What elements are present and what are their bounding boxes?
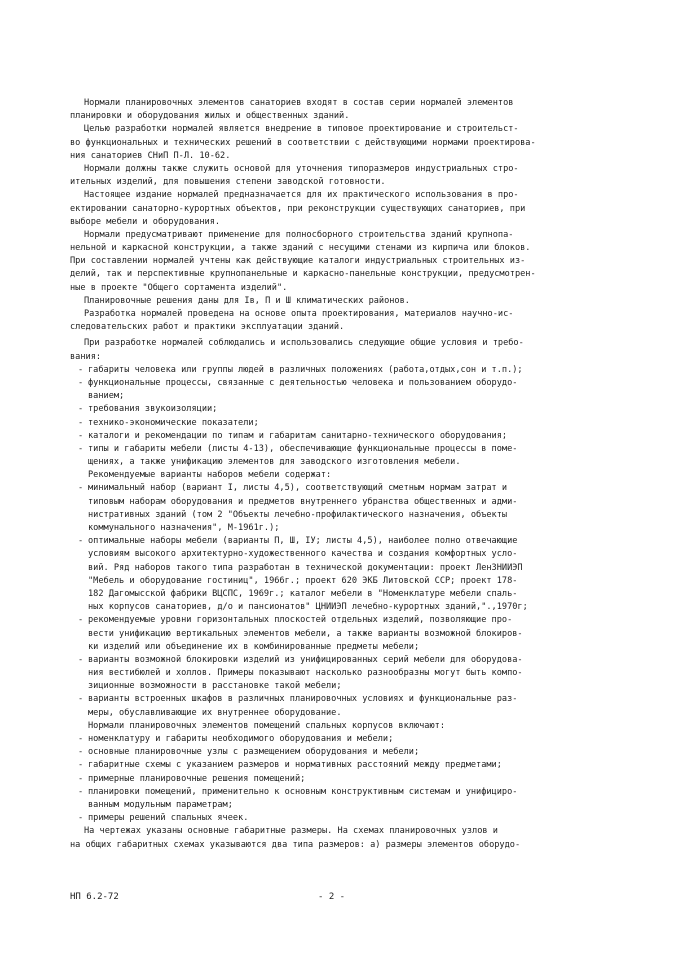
- list-item-line: - оптимальные наборы мебели (варианты П, Ш, IУ; листы 4,5), наиболее полно отвечающие: [70, 535, 650, 548]
- list-item-line: ния вестибюлей и холлов. Примеры показывают насколько разнообразны могут быть компо-: [88, 668, 523, 679]
- list-item-line: щениях, а также унификацию элементов для заводского изготовления мебели.: [88, 457, 461, 468]
- paragraph-line: ные в проекте "Общего сортамента изделий".: [70, 282, 288, 293]
- paragraph-line: во функциональных и технических решений в соответствии с действующими нормами проектирова-: [70, 137, 536, 148]
- paragraph-line: следовательских работ и практики эксплуатации зданий.: [70, 322, 345, 333]
- document-code: НП 6.2-72: [70, 892, 119, 902]
- list-item-line: - минимальный набор (вариант I, листы 4,5), соответствующий сметным нормам затрат и: [70, 482, 650, 495]
- paragraph-line: Планировочные решения даны для Iв, П и Ш климатических районов.: [84, 295, 410, 306]
- list-item-line: ванием;: [88, 391, 125, 402]
- list-item-line: - типы и габариты мебели (листы 4-13), обеспечивающие функциональные процессы в поме-: [70, 443, 650, 456]
- paragraph-line: делий, так и перспективные крупнопанельные и каркасно-панельные конструкции, предусмотрен-: [70, 269, 536, 280]
- paragraph-line: вания:: [70, 351, 102, 362]
- paragraph-line: Настоящее издание нормалей предназначается для их практического использования в про-: [84, 190, 519, 201]
- list-item-line: - каталоги и рекомендации по типам и габаритам санитарно-технического оборудования;: [70, 430, 650, 443]
- list-item-line: условиям высокого архитектурно-художественного качества и создания комфортных усло-: [88, 549, 518, 560]
- list-item-line: 182 Дагомысской фабрики ВЦСПС, 1969г.; каталог мебели в "Номенклатуре мебели спаль-: [88, 588, 518, 599]
- paragraph-line: нельной и каркасной конструкции, а также зданий с несущими стенами из кирпича или блоков.: [70, 243, 531, 254]
- list-item-line: - примеры решений спальных ячеек.: [70, 812, 650, 825]
- list-item-line: - основные планировочные узлы с размещением оборудования и мебели;: [70, 746, 650, 759]
- paragraph-line: ительных изделий, для повышения степени заводской готовности.: [70, 177, 386, 188]
- paragraph-line: планировки и оборудования жилых и общественных зданий.: [70, 111, 350, 122]
- list-item-line: - технико-экономические показатели;: [70, 417, 650, 430]
- list-item-line: - номенклатуру и габариты необходимого оборудования и мебели;: [70, 733, 650, 746]
- paragraph-line: Нормали предусматривают применение для полносборного строительства зданий крупнопа-: [84, 229, 514, 240]
- list-item-line: "Мебель и оборудование гостиниц", 1966г.; проект 620 ЭКБ Литовской ССР; проект 178-: [88, 575, 518, 586]
- paragraph-line: При составлении нормалей учтены как действующие каталоги индустриальных строительных из-: [70, 256, 526, 267]
- paragraph-line: ния санаториев СНиП П-Л. 10-62.: [70, 150, 231, 161]
- list-item-line: вести унификацию вертикальных элементов мебели, а также варианты возможной блокиров-: [88, 628, 523, 639]
- paragraph-line: При разработке нормалей соблюдались и использовались следующие общие условия и требо-: [84, 338, 524, 349]
- list-item-line: коммунального назначения", М-1961г.);: [88, 523, 280, 533]
- paragraph-line: На чертежах указаны основные габаритные размеры. На схемах планировочных узлов и: [84, 826, 498, 837]
- list-item-line: ных корпусов санаториев, д/о и пансионатов" ЦНИИЭП лечебно-курортных зданий,".,1970г;: [88, 602, 528, 613]
- list-item-line: вий. Ряд наборов такого типа разработан в технической документации: проект ЛенЗНИИЭП: [88, 562, 523, 573]
- paragraph-line: Целью разработки нормалей является внедрение в типовое проектирование и строительст-: [84, 124, 519, 135]
- list-item-line: - габариты человека или группы людей в различных положениях (работа,отдых,сон и т.п.);: [70, 364, 650, 377]
- list-item-line: ванным модульным параметрам;: [88, 799, 233, 810]
- paragraph-line: на общих габаритных схемах указываются два типа размеров: а) размеры элементов оборудо-: [70, 839, 521, 850]
- list-item-line: - функциональные процессы, связанные с деятельностью человека и пользованием оборудо-: [70, 377, 650, 390]
- list-item-line: нистративных зданий (том 2 "Объекты лечебно-профилактического назначения, объекты: [88, 509, 508, 520]
- list-item-line: - варианты возможной блокировки изделий из унифицированных серий мебели для оборудова-: [70, 654, 650, 667]
- list-item-line: - требования звукоизоляции;: [70, 403, 650, 416]
- list-item-line: типовым наборам оборудования и предметов внутреннего убранства общественных и адми-: [88, 496, 518, 507]
- paragraph-line: ектировании санаторно-курортных объектов, при реконструкции существующих санаториев, при: [70, 203, 526, 214]
- body-text: [70, 97, 650, 852]
- paragraph-line: выборе мебели и оборудования.: [70, 216, 221, 227]
- list-item-line: - планировки помещений, применительно к основным конструктивным системам и унифициро-: [70, 786, 650, 799]
- paragraph-line: Разработка нормалей проведена на основе опыта проектирования, материалов научно-ис-: [84, 309, 514, 319]
- list-item-line: - рекомендуемые уровни горизонтальных плоскостей отдельных изделий, позволяющие про-: [70, 614, 650, 627]
- list-item-line: меры, обуславливающие их внутреннее оборудование.: [88, 707, 342, 718]
- list-item-line: ки изделий или объединение их в комбинированные предметы мебели;: [88, 641, 420, 652]
- list-item-line: Нормали планировочных элементов помещений спальных корпусов включают:: [88, 720, 445, 731]
- list-item-line: Рекомендуемые варианты наборов мебели содержат:: [88, 470, 332, 481]
- list-item-line: - примерные планировочные решения помещений;: [70, 773, 650, 786]
- list-item-line: зиционные возможности в расстановке такой мебели;: [88, 681, 342, 692]
- paragraph-line: Нормали планировочных элементов санаториев входят в состав серии нормалей элементов: [84, 98, 514, 108]
- list-item-line: - варианты встроенных шкафов в различных планировочных условиях и функциональные раз-: [70, 693, 650, 706]
- page-number: - 2 -: [318, 892, 346, 902]
- list-item-line: - габаритные схемы с указанием размеров и нормативных расстояний между предметами;: [70, 759, 650, 772]
- paragraph-line: Нормали должны также служить основой для уточнения типоразмеров индустриальных стро-: [84, 163, 519, 174]
